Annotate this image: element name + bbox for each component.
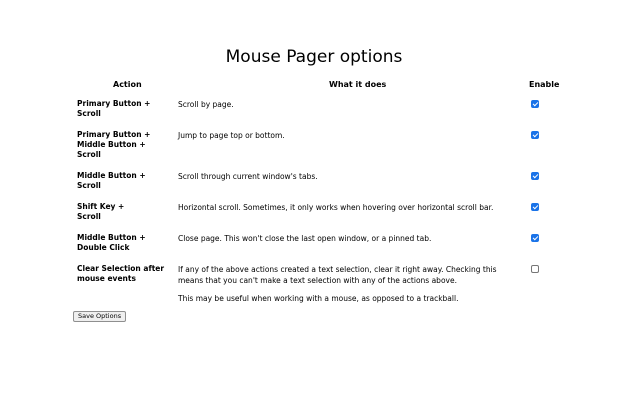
action-label: Primary Button + Scroll xyxy=(77,99,151,118)
action-label: Shift Key + Scroll xyxy=(77,202,125,221)
action-label: Primary Button + Middle Button + Scroll xyxy=(77,130,151,159)
enable-checkbox-clear-selection[interactable] xyxy=(531,265,539,273)
column-header-what-it-does: What it does xyxy=(329,80,387,89)
enable-checkbox-middle-scroll[interactable] xyxy=(531,172,539,180)
column-header-action: Action xyxy=(113,80,142,89)
description: Jump to page top or bottom. xyxy=(178,131,285,140)
description: If any of the above actions created a text selection, clear it right away. Checking this means that you can't make a text selection with any of the actions above. This may be useful when working with a mouse, as opposed to a trackball. xyxy=(178,265,497,303)
action-label: Middle Button + Double Click xyxy=(77,233,146,252)
column-header-enable: Enable xyxy=(529,80,560,89)
page-title: Mouse Pager options xyxy=(225,47,403,67)
enable-checkbox-primary-scroll[interactable] xyxy=(531,100,539,108)
enable-checkbox-primary-middle-scroll[interactable] xyxy=(531,131,539,139)
description: Scroll by page. xyxy=(178,100,234,109)
enable-checkbox-middle-double-click[interactable] xyxy=(531,234,539,242)
description: Scroll through current window's tabs. xyxy=(178,172,318,181)
save-options-button[interactable]: Save Options xyxy=(73,311,126,322)
description: Close page. This won't close the last open window, or a pinned tab. xyxy=(178,234,432,243)
action-label: Clear Selection after mouse events xyxy=(77,264,165,283)
enable-checkbox-shift-scroll[interactable] xyxy=(531,203,539,211)
description: Horizontal scroll. Sometimes, it only works when hovering over horizontal scroll bar. xyxy=(178,203,494,212)
action-label: Middle Button + Scroll xyxy=(77,171,146,190)
